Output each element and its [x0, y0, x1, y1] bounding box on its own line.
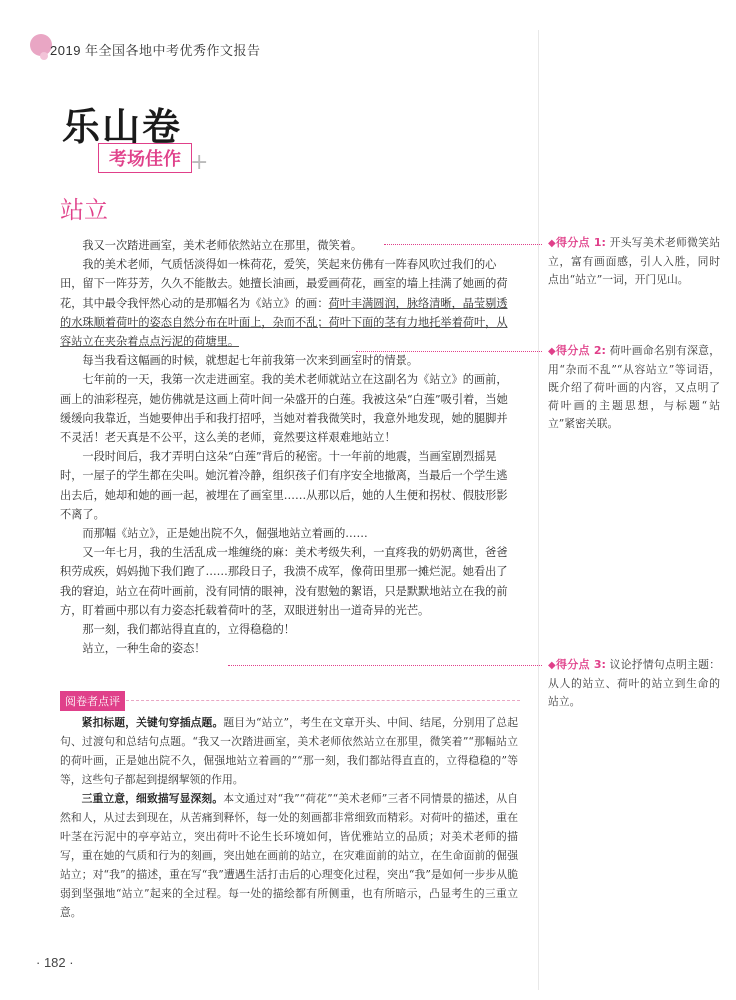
score-note-label: 得分点 2: [555, 344, 606, 357]
essay-paragraph: 又一年七月，我的生活乱成一堆缠绕的麻：美术考级失利，一直疼我的奶奶离世，爸爸积劳成疾，妈妈抛下我们跑了……那段日子，我溃不成军，像荷田里那一摊烂泥。她看出了我的窘迫，站立在荷叶画前，没有同情的眼神，没有慰勉的絮语，只是默默地站立在我的前方，盯着画中那以有力姿态托载着荷叶的茎，双眼迸射出一道奇异的光芒。 [60, 546, 508, 617]
score-note-text: 议论抒情句点明主题：从人的站立、荷叶的站立到生命的站立。 [548, 658, 720, 708]
page-number: · 182 · [36, 955, 74, 970]
essay-paragraph: 而那幅《站立》，正是她出院不久，倔强地站立着画的…… [82, 527, 368, 541]
review-text: 本文通过对“我”“荷花”“美术老师”三者不同情景的描述，从自然和人，从过去到现在，从苦痛到释怀，每一处的刻画都非常细致而精彩。对荷叶的描述，重在叶茎在污泥中的亭亭站立，突出荷叶不论生长环境如何，皆优雅站立的品质；对美术老师的描写，重在她的气质和行为的刻画，突出她在画前的站立，在灾难面前的站立，在生命面前的倔强站立；对“我”的描述，重在写“我”遭遇生活打击后的心理变化过程，突出“我”是如何一步步从脆弱到坚强地“站立”起来的全过程。每一处的描绘都有所侧重，也有所暗示，凸显考生的三重立意。 [60, 792, 518, 919]
underlined-passage: 荷叶丰满圆润，脉络清晰，晶莹剔透的水珠顺着荷叶的姿态自然分布在叶面上，杂而不乱；荷叶下面的茎有力地托举着荷叶，从容站立在夹杂着点点污泥的荷塘里。 [60, 296, 508, 349]
running-header: 2019 年全国各地中考优秀作文报告 [50, 43, 261, 58]
note-leader-1 [384, 244, 542, 245]
essay-paragraph: 那一刻，我们都站得直直的，立得稳稳的！ [82, 623, 295, 637]
review-heading: 三重立意，细致描写显深刻。 [81, 792, 224, 805]
review-paragraph [60, 789, 518, 922]
review-paragraph [60, 713, 518, 789]
diamond-icon: ◆ [548, 660, 556, 671]
essay-body [60, 236, 518, 658]
review-text: 题目为“站立”，考生在文章开头、中间、结尾，分别用了总起句、过渡句和总结句点题。“我又一次踏进画室，美术老师依然站立在那里，微笑着”“那幅站立的荷叶画，正是她出院不久，倔强地站立着画的”“那一刻，我们都站得直直的，立得稳稳的”等等，这些句子都起到提纲挈领的作用。 [60, 716, 518, 786]
essay-title: 站立 [60, 196, 108, 224]
score-note-3 [548, 656, 720, 711]
note-leader-3 [228, 665, 542, 666]
essay-paragraph [60, 255, 518, 351]
review-divider [126, 700, 520, 701]
note-leader-2 [356, 351, 542, 352]
essay-paragraph: 我又一次踏进画室，美术老师依然站立在那里，微笑着。 [82, 239, 363, 252]
score-note-2 [548, 342, 720, 433]
essay-paragraph: 每当我看这幅画的时候，就想起七年前我第一次来到画室时的情景。 [82, 354, 419, 368]
diamond-icon: ◆ [548, 346, 556, 357]
score-note-1 [548, 234, 720, 289]
essay-paragraph: 一段时间后，我才弄明白这朵“白莲”背后的秘密。十一年前的地震，当画室剧烈摇晃时，一屋子的学生都在尖叫。她沉着冷静，组织孩子们有序安全地撤离，当最后一个学生逃出去后，她却和她的画一起，被埋在了画室里……从那以后，她的人生便和拐杖、假肢形影不离了。 [60, 450, 508, 521]
score-note-text: 荷叶画命名别有深意，用“杂而不乱”“从容站立”等词语，既介绍了荷叶画的内容，又点明了荷叶画的主题思想，与标题“站立”紧密关联。 [548, 344, 720, 430]
score-note-label: 得分点 1: [555, 236, 606, 249]
review-body [60, 713, 518, 922]
section-badge: 考场佳作 [98, 143, 192, 173]
score-note-text: 开头写美术老师微笑站立，富有画面感，引人入胜，同时点出“站立”一词，开门见山。 [548, 236, 720, 286]
margin-rule [538, 30, 539, 990]
score-note-label: 得分点 3: [555, 658, 606, 671]
header-dot-small [40, 52, 48, 60]
plus-icon: + [190, 150, 209, 175]
diamond-icon: ◆ [548, 238, 556, 249]
essay-paragraph-text: 我的美术老师，气质恬淡得如一株荷花，爱笑，笑起来仿佛有一阵春风吹过我们的心田，留下一阵芬芳，久久不能散去。她擅长油画，最爱画荷花，画室的墙上挂满了她画的荷花，其中最令我怦然心动的是那幅名为《站立》的画： [60, 258, 508, 310]
review-tag: 阅卷者点评 [60, 691, 125, 711]
essay-paragraph: 站立，一种生命的姿态！ [82, 642, 206, 656]
review-heading: 紧扣标题，关键句穿插点题。 [81, 716, 224, 729]
section-title: 乐山卷 [62, 105, 183, 149]
essay-paragraph: 七年前的一天，我第一次走进画室。我的美术老师就站立在这副名为《站立》的画前，画上的油彩程亮，她仿佛就是这画上荷叶间一朵盛开的白莲。我被这朵“白莲”吸引着，当她缓缓向我靠近，当她要伸出手和我打招呼，当她对着我微笑时，我意外地发现，她的腿脚并不灵活！老天真是不公平，这么美的老师，竟然要这样艰难地站立！ [60, 373, 508, 445]
